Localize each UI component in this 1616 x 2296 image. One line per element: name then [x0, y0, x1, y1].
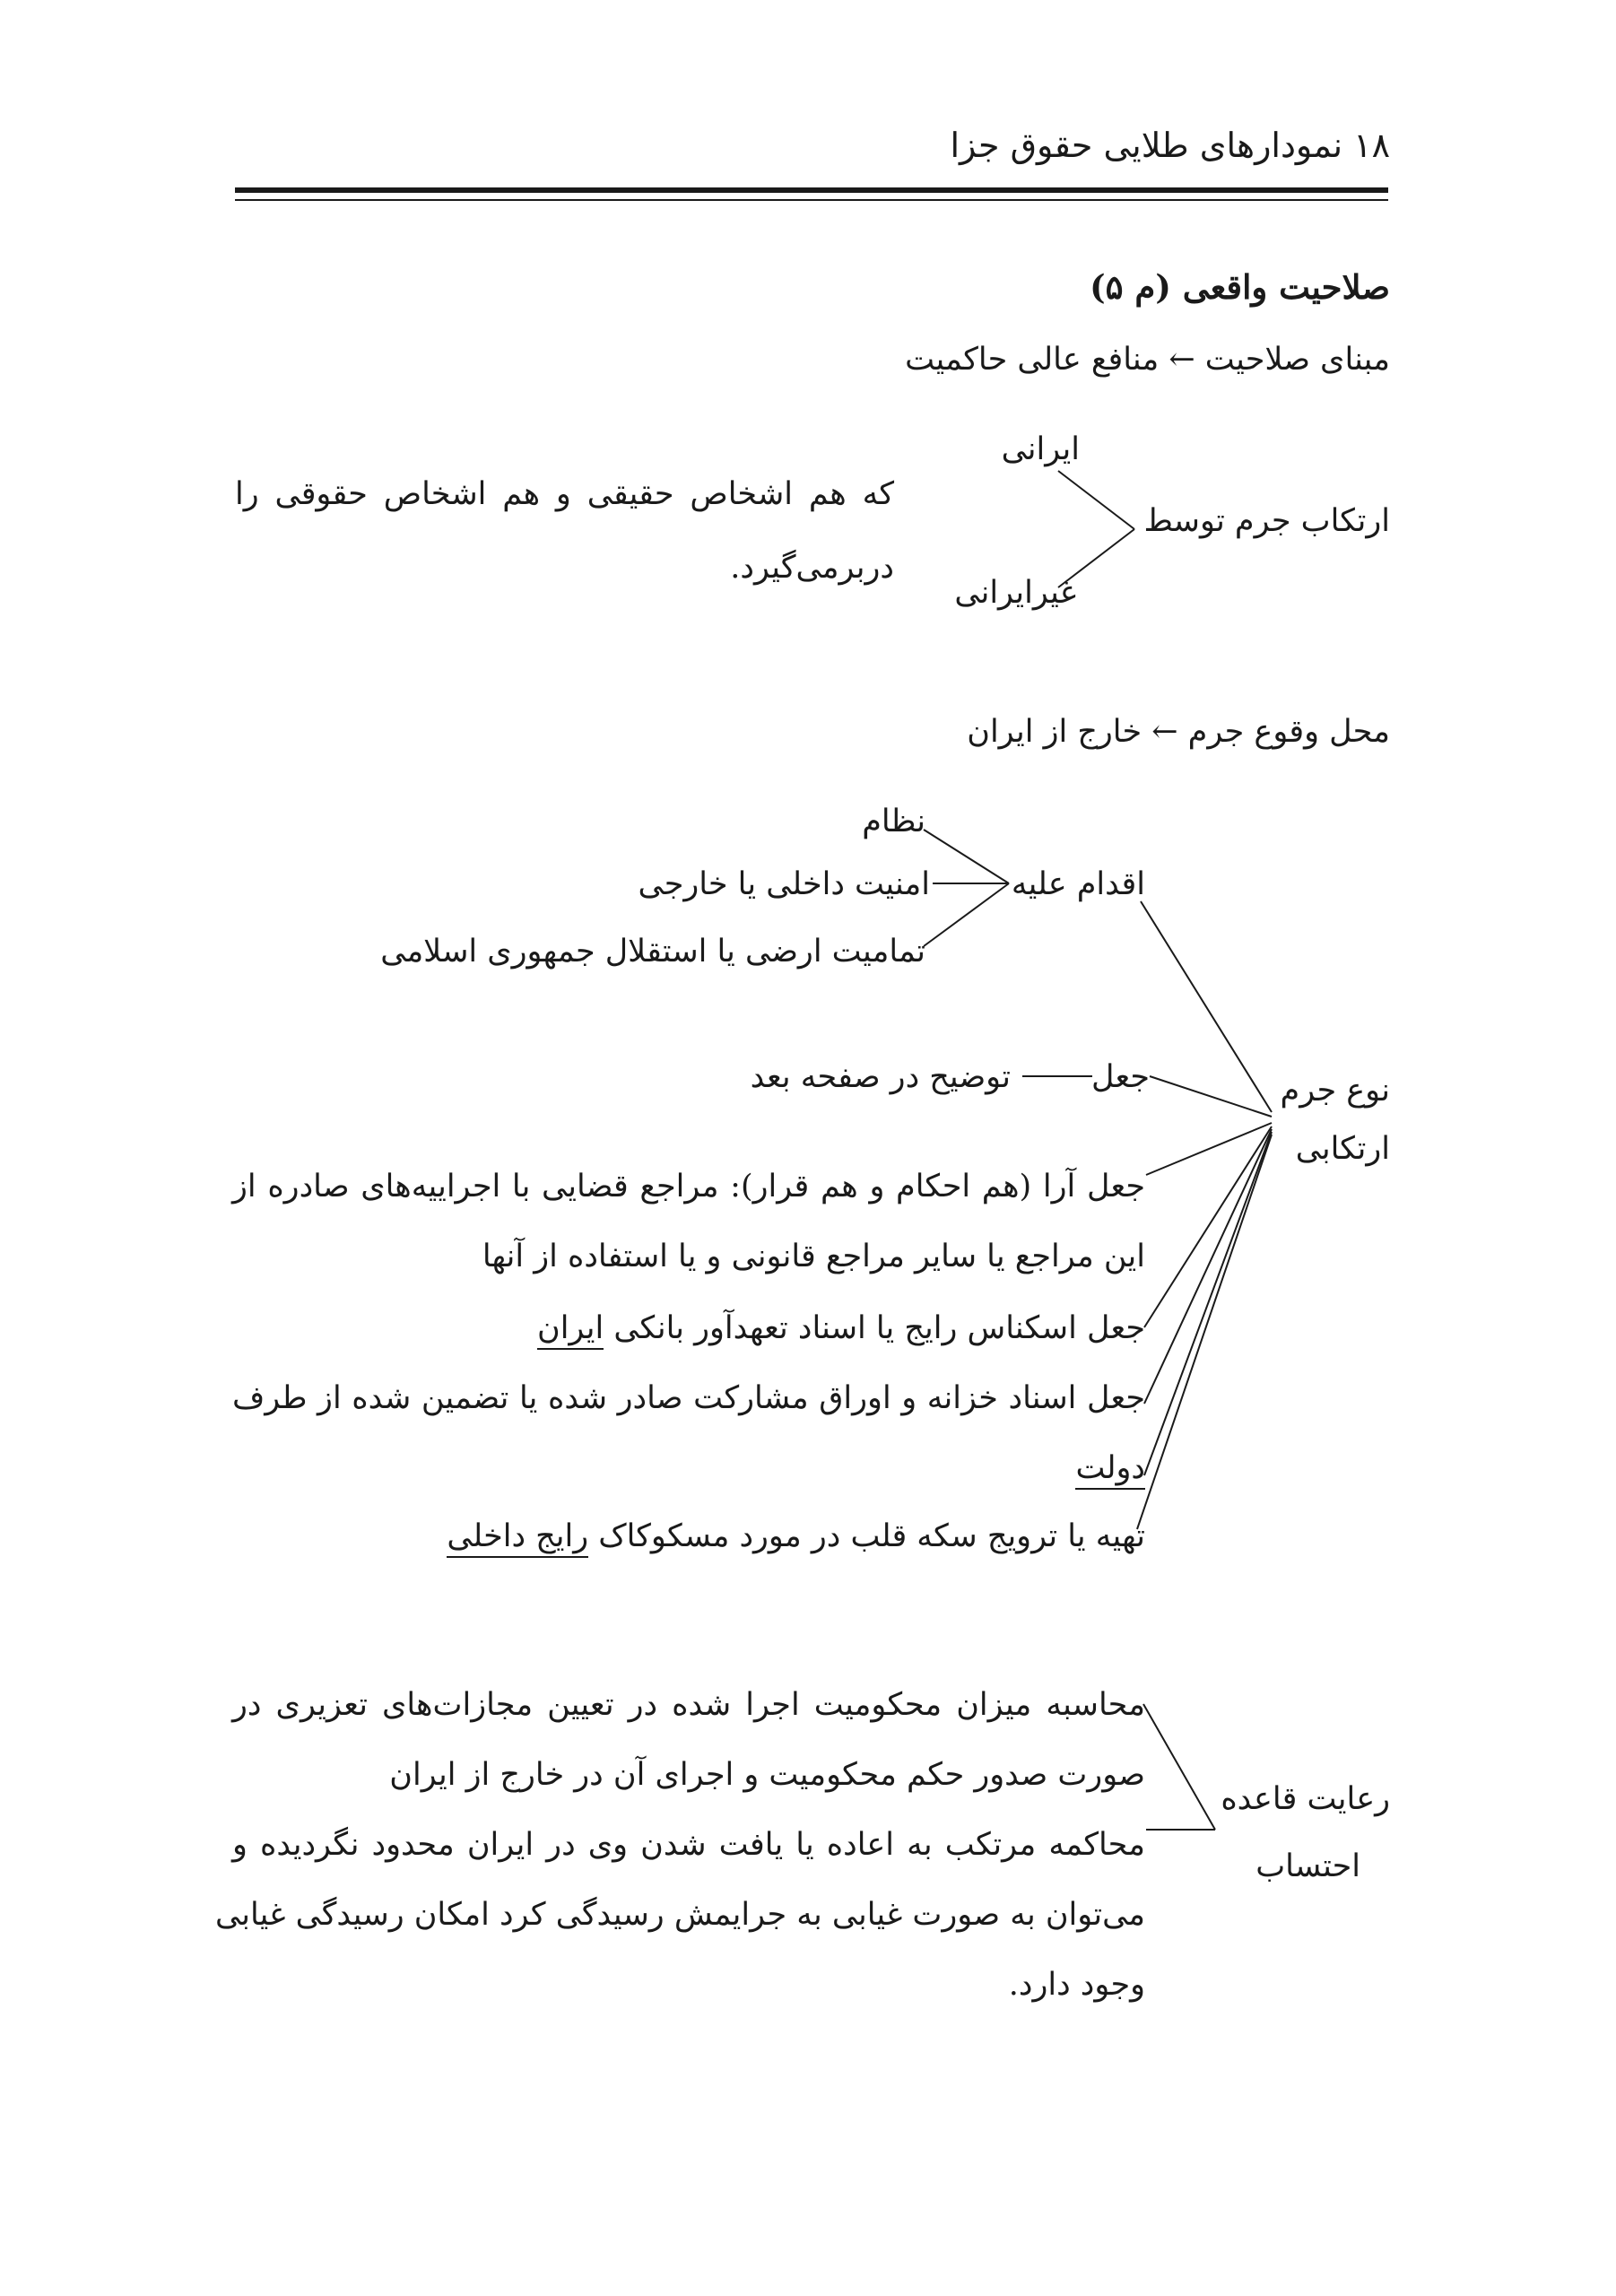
action-against-regime: نظام [862, 804, 925, 839]
connector-credit-item1 [1143, 1704, 1215, 1830]
forgery-banknotes [537, 1309, 1145, 1347]
jurisdiction-basis: مبنای صلاحیت ← منافع عالی حاکمیت [905, 342, 1390, 378]
credit-rule-item1-line2: صورت صدور حکم محکومیت و اجرای آن در خارج از ایران [389, 1757, 1145, 1793]
committed-by-note-line1: که هم اشخاص حقیقی و هم اشخاص حقوقی را [235, 476, 894, 512]
crime-type-label-line1: نوع جرم [1280, 1073, 1390, 1109]
credit-rule-item2-line3: وجود دارد. [1008, 1967, 1145, 2003]
connector-iranian [1058, 471, 1134, 529]
connector-counterfeit-coins [1137, 1135, 1272, 1529]
credit-rule-item1-line1: محاسبه میزان محکومیت اجرا شده در تعیین مجازات‌های تعزیری در [232, 1687, 1145, 1723]
forgery-note: توضیح در صفحه بعد [750, 1059, 1011, 1095]
crime-type-label-line2: ارتکابی [1295, 1131, 1390, 1167]
forgery-banknotes-underlined: ایران [537, 1310, 604, 1350]
connector-territory [924, 883, 1009, 946]
credit-rule-item2-line2: می‌توان به صورت غیابی به جرایمش رسیدگی کرد امکان رسیدگی غیابی [215, 1897, 1145, 1933]
crime-place: محل وقوع جرم ← خارج از ایران [967, 714, 1390, 750]
forgery-treasury-line1: جعل اسناد خزانه و اوراق مشارکت صادر شده یا تضمین شده از طرف [232, 1380, 1145, 1416]
forgery-treasury-state: دولت [1075, 1450, 1145, 1490]
committed-by-non-iranian: غیرایرانی [954, 575, 1076, 611]
action-against-territory: تمامیت ارضی یا استقلال جمهوری اسلامی [380, 934, 925, 970]
connector-forgery-banknotes [1144, 1126, 1272, 1327]
section-heading: صلاحیت واقعی (م ۵) [1090, 267, 1390, 307]
forgery-verdicts-line2: این مراجع یا سایر مراجع قانونی و یا استفاده از آنها [482, 1239, 1145, 1274]
counterfeit-coins [447, 1518, 1145, 1555]
connector-forgery-verdicts [1146, 1123, 1272, 1175]
counterfeit-coins-text: تهیه یا ترویج سکه قلب در مورد مسکوکاک [598, 1518, 1145, 1554]
credit-rule-label-line2: احتساب [1255, 1848, 1360, 1884]
credit-rule-item2-line1: محاکمه مرتکب به اعاده یا یافت شدن وی در ایران محدود نگردیده و [232, 1827, 1145, 1863]
credit-rule-label-line1: رعایت قاعده [1221, 1781, 1390, 1817]
action-against-label: اقدام علیه [1011, 866, 1145, 902]
counterfeit-coins-underlined: رایج داخلی [447, 1518, 588, 1558]
page-header-title: ۱۸ نمودارهای طلایی حقوق جزا [950, 126, 1390, 165]
forgery-label: جعل [1090, 1059, 1150, 1095]
forgery-verdicts-line1: جعل آرا (هم احکام و هم قرار): مراجع قضایی با اجراییه‌های صادره از [232, 1169, 1145, 1205]
action-against-security: امنیت داخلی یا خارجی [638, 866, 930, 902]
connector-regime [924, 830, 1009, 883]
connector-treasury-state [1144, 1132, 1272, 1475]
forgery-banknotes-text: جعل اسکناس رایج یا اسناد تعهدآور بانکی [613, 1310, 1145, 1346]
committed-by-label: ارتکاب جرم توسط [1143, 503, 1390, 539]
committed-by-iranian: ایرانی [1001, 431, 1080, 467]
connector-forgery-treasury [1144, 1129, 1272, 1404]
committed-by-note-line2: دربرمی‌گیرد. [730, 550, 894, 586]
